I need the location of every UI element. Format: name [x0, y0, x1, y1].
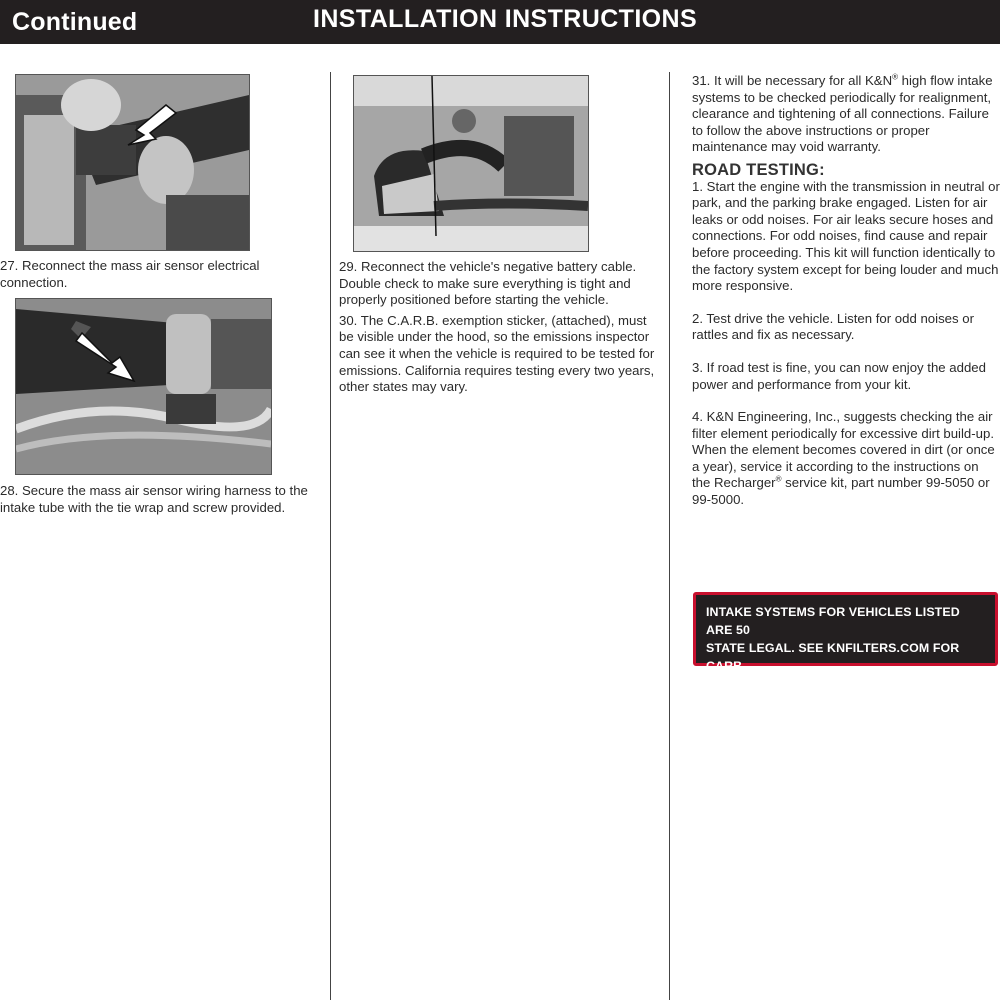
legal-line-2: STATE LEGAL. SEE KNFILTERS.COM FOR CARB: [706, 641, 960, 673]
column-3-content: [692, 73, 1000, 509]
column-1-step-28: [0, 483, 326, 516]
column-divider-2: [669, 72, 670, 1000]
column-divider-1: [330, 72, 331, 1000]
legal-line-3: STATUS ON EACH PART FOR A SPECIFIC VEHICLE.: [706, 677, 956, 709]
step-31-part-a: 31. It will be necessary for all K&N: [692, 73, 893, 88]
continued-label: Continued: [12, 8, 138, 36]
road-test-step-4-part-b: service kit, part number 99-5050 or: [781, 475, 990, 491]
legal-line-1: INTAKE SYSTEMS FOR VEHICLES LISTED ARE 50: [706, 605, 960, 637]
photo-wiring-harness: [15, 298, 272, 475]
registered-mark-2: ®: [775, 475, 782, 485]
road-test-step-3: 3. If road test is fine, you can now enjoy the added power and performance from your kit.: [692, 359, 986, 392]
road-test-step-4-part-c: 99-5000.: [692, 492, 745, 508]
step-31-part-b: high flow intake systems to be checked periodically for realignment, clearance and tightening of all connections. Failure to follow the above instructions or proper maintenance may void warranty.: [692, 73, 993, 155]
road-testing-heading: ROAD TESTING:: [692, 160, 825, 179]
road-test-step-4: [692, 409, 1000, 509]
step-31-text: [692, 73, 1000, 156]
step-30-text: 30. The C.A.R.B. exemption sticker, (attached), must be visible under the hood, so the emissions inspector can see it when the vehicle is required to be tested for emissions. California requires testing every two years, other states may vary.: [339, 312, 655, 395]
column-2-steps: [339, 259, 661, 396]
photo-mass-air-sensor-connection: [15, 74, 250, 251]
legal-notice-box: [693, 592, 998, 709]
registered-mark: ®: [892, 72, 898, 82]
step-27-text: 27. Reconnect the mass air sensor electrical connection.: [0, 258, 260, 290]
header-bar: [0, 0, 1000, 44]
road-test-step-4-part-a: 4. K&N Engineering, Inc., suggests checking the air filter element periodically for excessive dirt build-up. When the element becomes covered in dirt (or once a year), service it according to the instructions on the Recharger: [692, 409, 995, 491]
road-test-step-1: 1. Start the engine with the transmission in neutral or park, and the parking brake engaged. Listen for air leaks or odd noises. For air leaks secure hoses and connections. For odd noises, find cause and repair before proceeding. This kit will function identically to the factory system except for being louder and much more responsive.: [692, 178, 1000, 294]
step-29-text: 29. Reconnect the vehicle's negative battery cable. Double check to make sure everything is tight and properly positioned before starting the vehicle.: [339, 259, 637, 308]
photo-engine-bay: [353, 75, 589, 252]
column-1-step-27: [0, 258, 322, 291]
road-test-step-2: 2. Test drive the vehicle. Listen for odd noises or rattles and fix as necessary.: [692, 310, 974, 343]
page-title: INSTALLATION INSTRUCTIONS: [313, 5, 698, 33]
step-28-text: 28. Secure the mass air sensor wiring harness to the intake tube with the tie wrap and screw provided.: [0, 483, 308, 515]
